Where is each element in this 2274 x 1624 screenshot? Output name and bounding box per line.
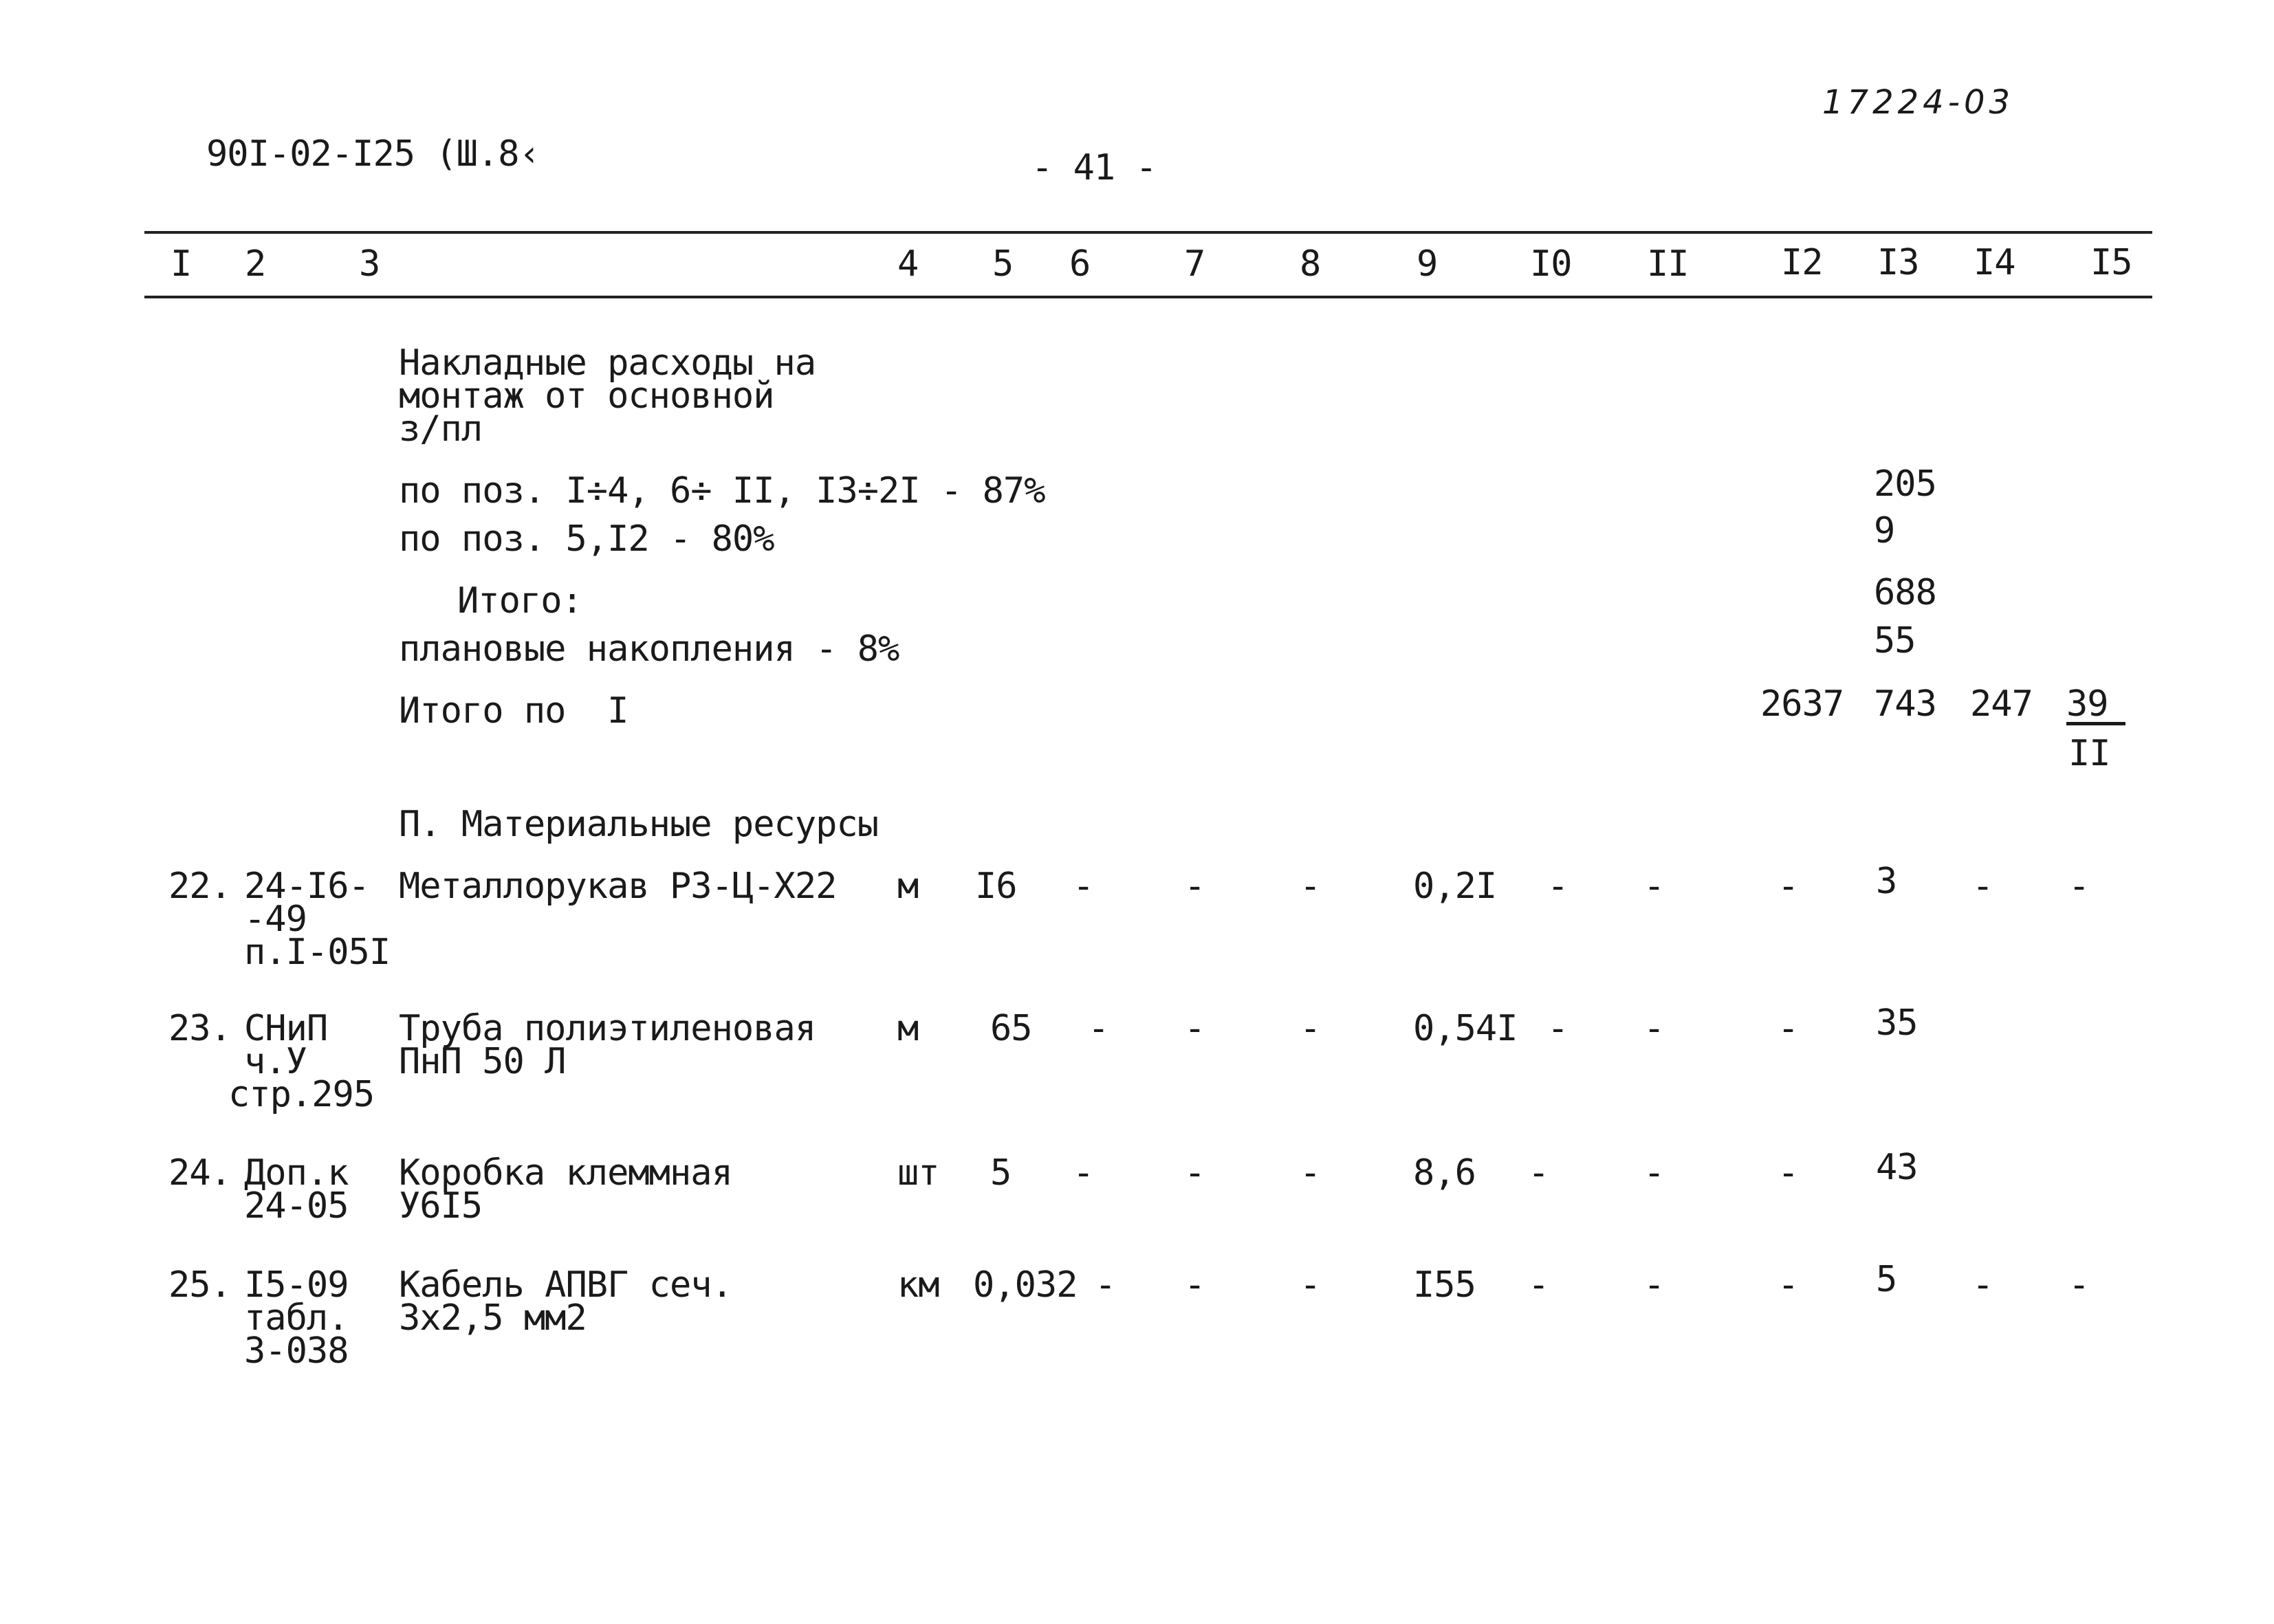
row-name-line: Кабель АПВГ сеч.	[399, 1264, 732, 1306]
row-price: 0,2I	[1413, 866, 1497, 907]
row-col10: -	[1528, 1264, 1549, 1306]
row-total: 3	[1876, 861, 1897, 902]
overhead-line1-label: по поз. I÷4, 6÷ II, I3÷2I - 87%	[399, 470, 1045, 512]
handwritten-stamp: 17224-03	[1822, 83, 2015, 122]
col-header: I3	[1877, 242, 1919, 283]
row-col6: -	[1073, 866, 1094, 907]
row-qty: 65	[990, 1008, 1032, 1049]
row-col14: -	[1972, 866, 1993, 907]
col-header: 3	[359, 243, 380, 285]
row-col15: -	[2068, 866, 2090, 907]
col-header: 5	[992, 243, 1014, 285]
row-col12: -	[1778, 1264, 1799, 1306]
row-code-line: Доп.к	[244, 1152, 349, 1194]
row-col12: -	[1778, 1008, 1799, 1049]
row-price: 8,6	[1413, 1152, 1476, 1194]
row-unit: км	[897, 1264, 939, 1306]
row-code-line: ч.У	[244, 1041, 307, 1082]
col-header: I	[171, 243, 192, 285]
col-header: I0	[1530, 243, 1572, 285]
row-qty: 0,032	[973, 1264, 1078, 1306]
row-code-line: 3-038	[244, 1330, 349, 1372]
subtotal-label: Итого:	[457, 580, 582, 622]
row-col8: -	[1300, 1264, 1321, 1306]
col-header: II	[1647, 243, 1689, 285]
row-col10: -	[1528, 1152, 1549, 1194]
row-qty: 5	[990, 1152, 1012, 1194]
row-name-line: Коробка клеммная	[399, 1152, 732, 1194]
row-col8: -	[1300, 866, 1321, 907]
row-total: 35	[1876, 1002, 1918, 1044]
row-code-line: -49	[244, 899, 307, 940]
row-col11: -	[1643, 1264, 1665, 1306]
document-code: 90I-02-I25 (Ш.8‹	[206, 133, 540, 175]
row-code-line: стр.295	[228, 1074, 375, 1115]
row-total: 5	[1876, 1259, 1897, 1300]
accrual-value: 55	[1874, 620, 1916, 661]
row-col10: -	[1547, 1008, 1568, 1049]
col-header: I4	[1974, 242, 2015, 283]
row-col7: -	[1184, 1008, 1205, 1049]
row-total: 43	[1876, 1147, 1918, 1188]
total-col15-numerator: 39	[2066, 688, 2125, 725]
header-bottom-rule	[144, 296, 2152, 298]
total-col15-denominator: II	[2068, 733, 2110, 774]
section-title: П. Материальные ресурсы	[399, 804, 879, 845]
row-code-line: СНиП	[244, 1008, 328, 1049]
row-col8: -	[1300, 1008, 1321, 1049]
row-number: 25.	[168, 1264, 231, 1306]
col-header: 6	[1069, 243, 1091, 285]
row-col6: -	[1073, 1152, 1094, 1194]
overhead-title-line: з/пл	[399, 408, 483, 450]
row-unit: м	[897, 866, 919, 907]
row-qty: I6	[975, 866, 1017, 907]
row-col12: -	[1778, 1152, 1799, 1194]
row-name-line: Труба полиэтиленовая	[399, 1008, 816, 1049]
col-header: 2	[245, 243, 266, 285]
row-name-line: 3х2,5 мм2	[399, 1297, 587, 1339]
row-unit: м	[897, 1008, 919, 1049]
row-name-line: Металлорукав РЗ-Ц-Х22	[399, 866, 837, 907]
col-header: I2	[1781, 242, 1823, 283]
col-header: 4	[897, 243, 919, 285]
row-name-line: У6I5	[399, 1185, 483, 1227]
row-col10: -	[1547, 866, 1568, 907]
accrual-label: плановые накопления - 8%	[399, 628, 899, 670]
header-top-rule	[144, 231, 2152, 234]
row-col7: -	[1184, 1152, 1205, 1194]
row-price: I55	[1413, 1264, 1476, 1306]
overhead-title-line: монтаж от основной	[399, 375, 774, 417]
total-col14: 247	[1970, 683, 2033, 725]
total-col13: 743	[1874, 683, 1936, 725]
row-col11: -	[1643, 866, 1665, 907]
overhead-line2-label: по поз. 5,I2 - 80%	[399, 518, 774, 560]
subtotal-value: 688	[1874, 572, 1936, 613]
row-col7: -	[1184, 1264, 1205, 1306]
row-number: 24.	[168, 1152, 231, 1194]
row-name-line: ПнП 50 Л	[399, 1041, 566, 1082]
row-col6: -	[1088, 1008, 1109, 1049]
row-col11: -	[1643, 1008, 1665, 1049]
row-col7: -	[1184, 866, 1205, 907]
col-header: 9	[1417, 243, 1438, 285]
row-code-line: I5-09	[244, 1264, 349, 1306]
total-col12: 2637	[1760, 683, 1844, 725]
row-code-line: табл.	[244, 1297, 349, 1339]
total-label: Итого по I	[399, 690, 628, 732]
col-header: 7	[1184, 243, 1205, 285]
row-number: 23.	[168, 1008, 231, 1049]
row-code-line: 24-I6-	[244, 866, 369, 907]
row-col12: -	[1778, 866, 1799, 907]
col-header: 8	[1300, 243, 1321, 285]
overhead-line2-value: 9	[1874, 510, 1895, 551]
row-col6: -	[1095, 1264, 1116, 1306]
col-header: I5	[2090, 242, 2132, 283]
overhead-line1-value: 205	[1874, 463, 1936, 505]
row-col11: -	[1643, 1152, 1665, 1194]
row-col14: -	[1972, 1264, 1993, 1306]
overhead-title-line: Накладные расходы на	[399, 342, 816, 384]
row-code-line: 24-05	[244, 1185, 349, 1227]
row-price: 0,54I	[1413, 1008, 1518, 1049]
row-code-line: п.I-05I	[244, 932, 391, 973]
row-unit: шт	[897, 1152, 939, 1194]
row-col15: -	[2068, 1264, 2090, 1306]
page-number: - 41 -	[1031, 147, 1157, 188]
row-col8: -	[1300, 1152, 1321, 1194]
row-number: 22.	[168, 866, 231, 907]
